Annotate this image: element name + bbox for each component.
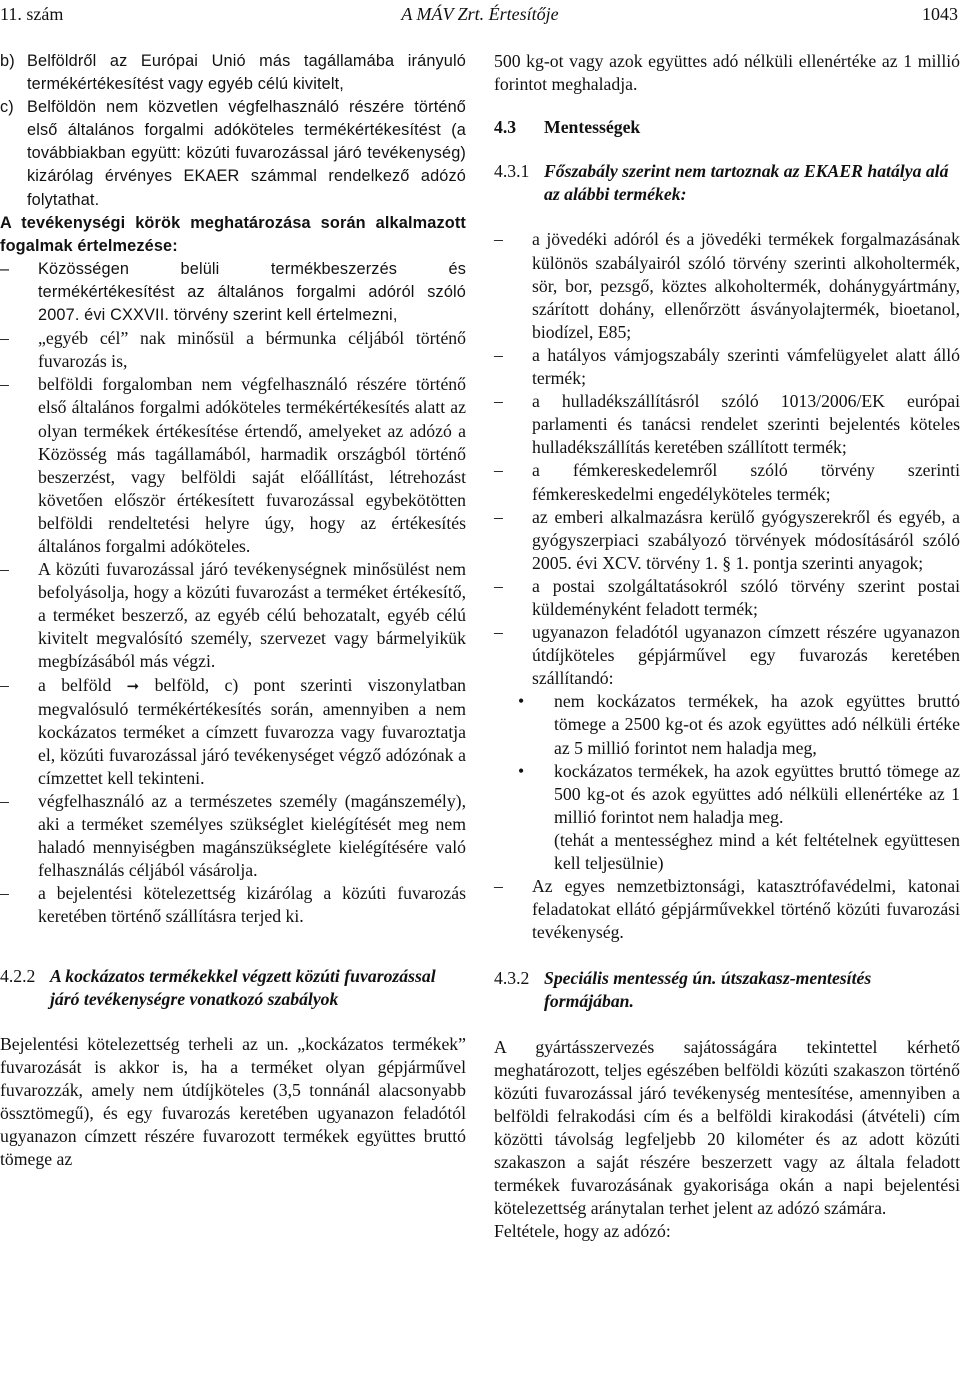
section-number: 4.3.2: [494, 968, 530, 989]
item-label: c): [0, 98, 14, 117]
bullet-item: • kockázatos termékek, ha azok együttes bruttó tömege az 500 kg-ot és azok együttes adó nélküli ellenértéke az 1 millió forintot nem haladja meg.: [494, 760, 960, 829]
list-item: – Az egyes nemzetbiztonsági, katasztrófavédelmi, katonai feladatokat ellátó gépjárművekkel történő közúti fuvarozási tevékenység.: [494, 875, 960, 944]
note-text: (tehát a mentességhez mind a két feltételnek együttesen kell teljesülnie): [554, 829, 960, 873]
item-text-end: belföld, c) pont szerinti viszonylatban megvalósuló termékértékesítés során, amennyiben a nem kockázatos terméket a címzett fuvarozza vagy fuvaroztatja el, közúti fuvarozással járó tevékenységet végző adózónak a címzettet kell tekinteni.: [38, 674, 467, 788]
list-item: – a hulladékszállításról szóló 1013/2006/EK európai parlamenti és tanácsi rendelet szerinti bejelentés köteles hulladékszállítás keretében szállított termék;: [494, 390, 960, 459]
list-item: – belföldi forgalomban nem végfelhasználó részére történő első általános forgalmi adóköteles termékértékesítés alatt az olyan termékek értékesítése értendő, amelyeket az adózó a Közösség más tagállamából, harmadik országból történő beszerzést, vagy belföldi saját előállítást, létrehozást követően először értékesített fuvarozással egybekötötten belföldi rendeltetési helyre úgy, hogy az értékesítés általános forgalmi adóköteles.: [0, 373, 466, 558]
bullet-list: [494, 690, 960, 829]
list-item: – a bejelentési kötelezettség kizárólag a közúti fuvarozás keretében történő szállításra terjed ki.: [0, 882, 466, 928]
section-number: 4.3.1: [494, 161, 530, 182]
list-item: – A közúti fuvarozással járó tevékenységnek minősülést nem befolyásolja, hogy a közúti fuvarozást a terméket értékesítő, a terméket beszerző, az egyéb célú behozatalt, egyéb célú kivitelt megvalósító személy, szervezet vagy bármelyikük megbízásából más végzi.: [0, 558, 466, 673]
section-4-3-heading: [494, 116, 960, 139]
exemptions-list: [494, 228, 960, 690]
item-text-start: a belföld: [38, 674, 112, 695]
list-item-c: [0, 96, 466, 211]
list-item: [0, 674, 466, 790]
item-text: Belföldről az Európai Unió más tagállamába irányuló termékértékesítést vagy egyéb célú kivitelt,: [27, 52, 466, 94]
section-title: A kockázatos termékekkel végzett közúti fuvarozással járó tevékenységre vonatkozó szabályok: [50, 965, 436, 1009]
section-4-3-1-heading: [494, 160, 960, 206]
item-text: ugyanazon feladótól ugyanazon címzett részére ugyanazon útdíjköteles gépjárművel egy fuvarozás keretében szállítandó:: [532, 622, 960, 689]
issue-number: 11. szám: [0, 4, 64, 24]
list-item: – Közösségen belüli termékbeszerzés és termékértékesítést az általános forgalmi adóról szóló 2007. évi CXXVII. törvény szerint kell értelmezni,: [0, 258, 466, 327]
right-column: [494, 50, 960, 1243]
left-column: [0, 50, 466, 1171]
list-item: [494, 621, 960, 690]
page-header: [0, 4, 960, 28]
concepts-list: [0, 258, 466, 929]
list-item: – végfelhasználó az a természetes személy (magánszemély), aki a terméket személyes szükséglet kielégítését meg nem haladó mennyiségben magánszükséglete kielégítésére való felhasználás céljából vásárolja.: [0, 790, 466, 882]
list-item: – az emberi alkalmazásra kerülő gyógyszerekről és egyéb, a gyógyszerpiaci szabályozó törvények módosításáról szóló 2005. évi XCV. törvény 1. § 1. pontja szerinti anyagok;: [494, 506, 960, 575]
paragraph-condition: Feltétele, hogy az adózó:: [494, 1221, 671, 1242]
section-number: 4.3: [494, 117, 517, 138]
item-text: Belföldön nem közvetlen végfelhasználó részére történő első általános forgalmi adóköteles termékértékesítést (a továbbiakban együtt: közúti fuvarozással járó tevékenység) kizárólag érvényes EKAER számmal rendelkező adózó folytathat.: [27, 98, 466, 209]
section-4-3-2-heading: [494, 967, 960, 1013]
page-number: 1043: [922, 4, 958, 24]
list-item: – a hatályos vámjogszabály szerinti vámfelügyelet alatt álló termék;: [494, 344, 960, 390]
arrow-right-icon: ➞: [126, 676, 140, 695]
paragraph-4-3-2: A gyártásszervezés sajátosságára tekintettel kérhető meghatározott, teljes egészében belföldi közúti szakaszon történő közúti fuvarozással járó tevékenység mentesítése, amennyiben a belföldi felrakodási cím és a belföldi kirakodási (átvételi) cím közötti távolság legfeljebb 20 kilométer és az adott közúti szakaszon a saját részére beszerzett vagy az általa feladott termékek fuvarozásának gyakorisága okán a napi bejelentési kötelezettség aránytalan terhet jelent az adózó számára.: [494, 1036, 960, 1219]
list-item: – a postai szolgáltatásokról szóló törvény szerint postai küldeményként feladott termék;: [494, 575, 960, 621]
list-item-b: [0, 50, 466, 96]
section-title: Mentességek: [544, 117, 641, 138]
bullet-item: • nem kockázatos termékek, ha azok együttes bruttó tömege a 2500 kg-ot és azok együttes adó nélküli értéke az 5 millió forintot nem haladja meg,: [494, 690, 960, 759]
section-number: 4.2.2: [0, 965, 36, 986]
publication-title: A MÁV Zrt. Értesítője: [401, 4, 559, 24]
exemptions-list-continued: [494, 875, 960, 944]
paragraph-continued: 500 kg-ot vagy azok együttes adó nélküli ellenértéke az 1 millió forintot meghaladja.: [494, 51, 960, 95]
list-item: – a jövedéki adóról és a jövedéki termékek forgalmazásának különös szabályairól szóló törvény szerinti alkoholtermék, sör, bor, pezsgő, köztes alkoholtermék, dohánygyártmány, szárított dohány, ellenőrzött ásványolajtermék, bioetanol, biodízel, E85;: [494, 228, 960, 343]
section-title: Főszabály szerint nem tartoznak az EKAER hatálya alá az alábbi termékek:: [544, 161, 949, 205]
concepts-heading: A tevékenységi körök meghatározása során alkalmazott fogalmak értelmezése:: [0, 213, 466, 255]
item-label: b): [0, 52, 15, 70]
section-title: Speciális mentesség ún. útszakasz-mentesítés formájában.: [544, 968, 872, 1012]
paragraph-4-2-2: Bejelentési kötelezettség terheli az un. „kockázatos termékek” fuvarozását is akkor is, ha a terméket olyan gépjárművel fuvarozzák, amely nem útdíjköteles (3,5 tonnánál alacsonyabb össztömegű), és egy fuvarozás keretében ugyanazon feladótól ugyanazon címzett részére fuvarozott termékek együttes bruttó tömege az: [0, 1033, 466, 1170]
section-4-2-2-heading: [0, 965, 466, 1011]
list-item: – a fémkereskedelemről szóló törvény szerinti fémkereskedelmi engedélyköteles termék;: [494, 459, 960, 505]
list-item: – „egyéb cél” nak minősül a bérmunka céljából történő fuvarozás is,: [0, 327, 466, 373]
